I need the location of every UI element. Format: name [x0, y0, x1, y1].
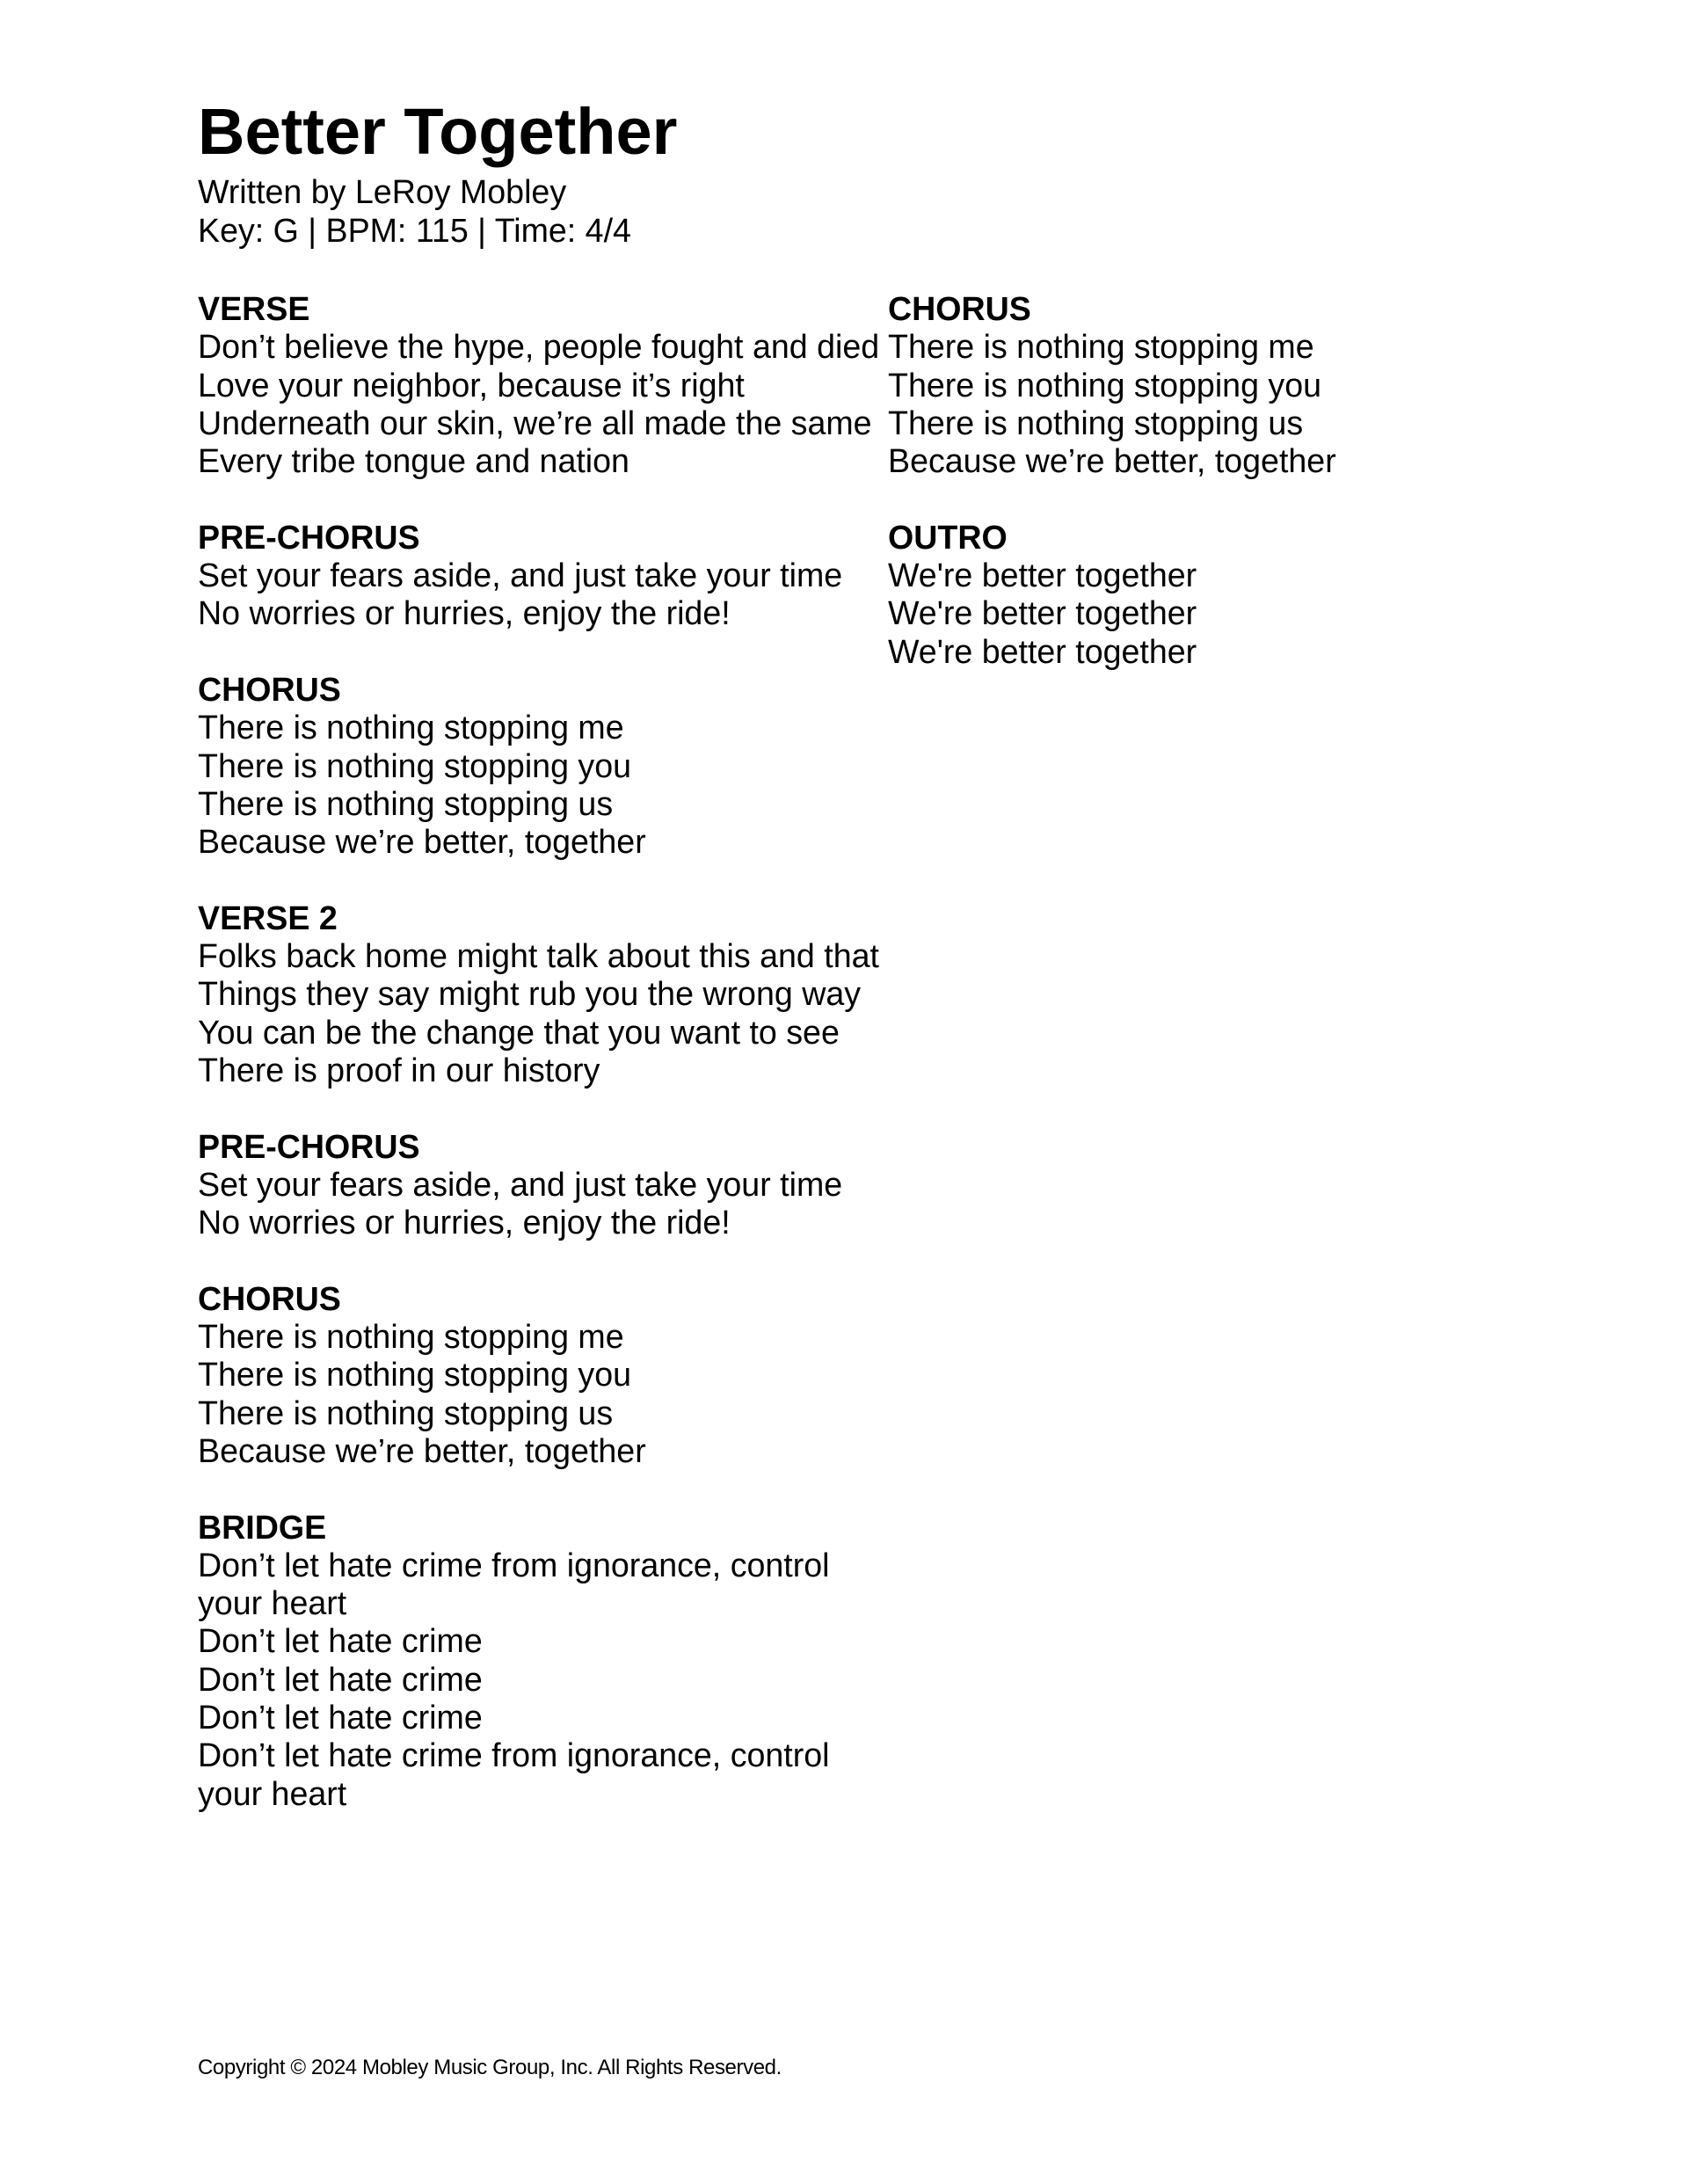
section-heading: CHORUS [888, 290, 1031, 327]
lyric-line: There is proof in our history [198, 1051, 600, 1088]
lyric-line: Don’t let hate crime from ignorance, control [198, 1736, 830, 1774]
song-section [888, 290, 1503, 480]
song-meta-key-bpm-time: Key: G | BPM: 115 | Time: 4/4 [198, 212, 631, 249]
lyric-line: Don’t let hate crime [198, 1660, 483, 1698]
lyric-line: You can be the change that you want to see [198, 1013, 840, 1051]
lyric-line: We're better together [888, 594, 1197, 632]
lyrics-column-left [198, 290, 892, 1851]
lyric-line: There is nothing stopping me [198, 1318, 624, 1356]
lyric-line: There is nothing stopping me [888, 328, 1314, 366]
song-section [888, 519, 1503, 671]
lyric-line: There is nothing stopping us [198, 1394, 614, 1431]
lyric-line: There is nothing stopping you [198, 746, 632, 784]
song-title: Better Together [198, 95, 678, 168]
lyric-line: Because we’re better, together [198, 1431, 646, 1469]
lyric-line: There is nothing stopping you [198, 1356, 632, 1394]
lyric-line: Set your fears aside, and just take your time [198, 1165, 843, 1203]
lyric-line: There is nothing stopping us [198, 784, 614, 822]
lyric-line: Don’t let hate crime from ignorance, control [198, 1546, 830, 1583]
lyrics-column-right [888, 290, 1503, 709]
lyric-line: Don’t believe the hype, people fought and died [198, 328, 880, 366]
song-section [198, 290, 892, 480]
lyric-line: Because we’re better, together [888, 442, 1336, 480]
section-heading: PRE-CHORUS [198, 518, 420, 556]
song-section [198, 519, 892, 633]
section-heading: VERSE [198, 290, 310, 327]
lyric-line: Folks back home might talk about this and that [198, 937, 879, 975]
song-section [198, 1509, 892, 1813]
section-heading: BRIDGE [198, 1508, 327, 1546]
song-section [198, 671, 892, 861]
lyric-line: Things they say might rub you the wrong way [198, 975, 862, 1013]
song-section [198, 1280, 892, 1470]
song-subtitle-block [198, 172, 631, 250]
section-heading: VERSE 2 [198, 899, 338, 936]
lyric-line: Love your neighbor, because it’s right [198, 366, 745, 404]
song-section [198, 1128, 892, 1242]
lyric-line: We're better together [888, 632, 1197, 670]
song-byline: Written by LeRoy Mobley [198, 173, 567, 210]
lyric-line: Because we’re better, together [198, 823, 646, 861]
lyric-line: No worries or hurries, enjoy the ride! [198, 594, 731, 632]
lyric-line: There is nothing stopping you [888, 366, 1322, 404]
lyric-line: Every tribe tongue and nation [198, 442, 629, 480]
section-heading: CHORUS [198, 1279, 341, 1317]
lyric-line: Don’t let hate crime [198, 1698, 483, 1736]
lyric-line: Set your fears aside, and just take your time [198, 557, 843, 594]
lyric-line: We're better together [888, 557, 1197, 594]
lyric-line: There is nothing stopping us [888, 404, 1304, 441]
section-heading: CHORUS [198, 670, 341, 708]
section-heading: PRE-CHORUS [198, 1127, 420, 1165]
lyric-line: No worries or hurries, enjoy the ride! [198, 1204, 731, 1241]
lyric-line: Underneath our skin, we’re all made the same [198, 404, 872, 441]
copyright-notice: Copyright © 2024 Mobley Music Group, Inc. All Rights Reserved. [198, 2056, 782, 2079]
song-section [198, 899, 892, 1089]
lyric-line: your heart [198, 1584, 347, 1622]
section-heading: OUTRO [888, 518, 1008, 556]
lyric-line: your heart [198, 1774, 347, 1812]
lyric-line: Don’t let hate crime [198, 1622, 483, 1660]
lyric-line: There is nothing stopping me [198, 709, 624, 746]
